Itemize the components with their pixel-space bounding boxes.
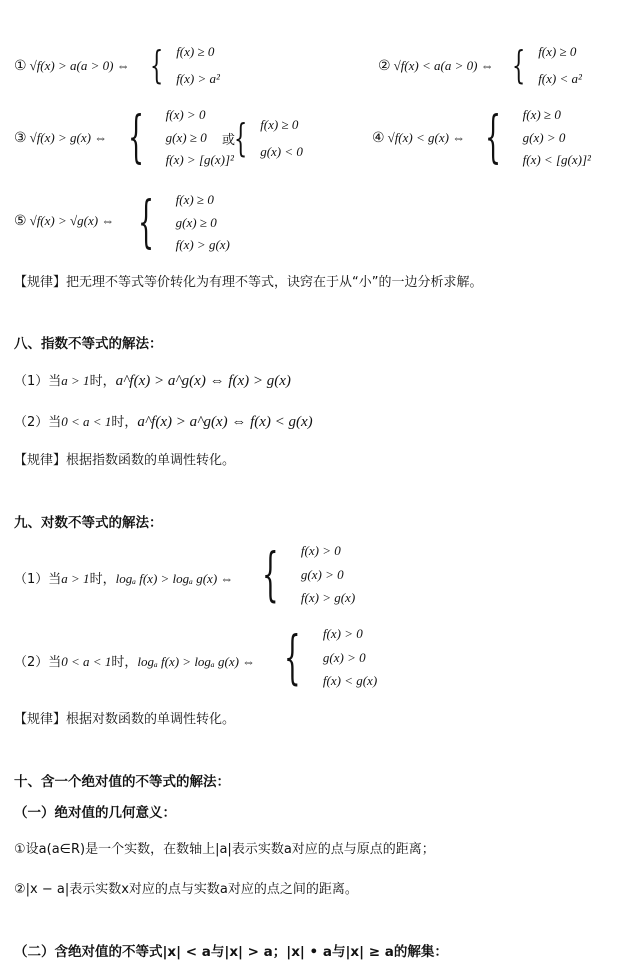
section-8-item-2: （2）当0 < a < 1时，a^f(x) > a^g(x) ⇔ f(x) < g(x) xyxy=(14,414,313,430)
rule-2-number: ② xyxy=(378,58,391,74)
rule-1-cond-2: f(x) > a² xyxy=(176,71,220,86)
rule-3-system: { f(x) > 0 g(x) ≥ 0 f(x) > [g(x)]² xyxy=(128,104,234,170)
section-9-note: 【规律】根据对数函数的单调性转化。 xyxy=(14,712,236,727)
section-10-subtitle-2: （二）含绝对值的不等式|x| < a与|x| > a；|x| • a与|x| ≥ a的解集： xyxy=(14,944,448,960)
rule-1-number: ① xyxy=(14,58,27,74)
section-10-paragraph-2: ②|x − a|表示实数x对应的点与实数a对应的点之间的距离。 xyxy=(14,882,358,897)
rule-3-lhs: √f(x) > g(x) ⇔ xyxy=(29,130,108,145)
rule-5-number: ⑤ xyxy=(14,213,27,229)
rule-3-cond-3: f(x) > [g(x)]² xyxy=(165,152,234,167)
rule-3-alt-system: { f(x) ≥ 0 g(x) < 0 xyxy=(234,116,303,160)
rule-2 xyxy=(378,58,494,74)
section-9-item-1: （1）当a > 1时，logₐ f(x) > logₐ g(x) ⇔ xyxy=(14,571,234,587)
rule-5-lhs: √f(x) > √g(x) ⇔ xyxy=(29,213,115,228)
rule-note-irrational: 【规律】把无理不等式等价转化为有理不等式，诀窍在于从“小”的一边分析求解。 xyxy=(14,275,483,290)
section-10-paragraph-1: ①设a(a∈R)是一个实数，在数轴上|a|表示实数a对应的点与原点的距离； xyxy=(14,842,435,857)
rule-3-alt-cond-2: g(x) < 0 xyxy=(260,144,303,159)
section-9-item-2-system: { f(x) > 0 g(x) > 0 f(x) < g(x) xyxy=(284,623,378,691)
section-9-item-2: （2）当0 < a < 1时，logₐ f(x) > logₐ g(x) ⇔ xyxy=(14,654,256,670)
rule-5-cond-1: f(x) ≥ 0 xyxy=(175,192,214,207)
rule-2-cond-2: f(x) < a² xyxy=(538,71,582,86)
rule-3-cond-1: f(x) > 0 xyxy=(165,107,206,122)
rule-1-system: { f(x) ≥ 0 f(x) > a² xyxy=(150,43,220,87)
rule-2-cond-1: f(x) ≥ 0 xyxy=(538,44,577,59)
rule-4-cond-1: f(x) ≥ 0 xyxy=(522,107,561,122)
rule-3-cond-2: g(x) ≥ 0 xyxy=(165,129,207,145)
rule-5-cond-3: f(x) > g(x) xyxy=(175,237,230,252)
section-8-title: 八、指数不等式的解法： xyxy=(14,336,163,352)
rule-4-lhs: √f(x) < g(x) ⇔ xyxy=(387,130,466,145)
rule-2-lhs: √f(x) < a(a > 0) ⇔ xyxy=(393,58,494,73)
rule-3-alt-cond-1: f(x) ≥ 0 xyxy=(260,117,299,132)
rule-1 xyxy=(14,58,130,74)
section-10-subtitle-1: （一）绝对值的几何意义： xyxy=(14,805,176,821)
section-9-item-1-system: { f(x) > 0 g(x) > 0 f(x) > g(x) xyxy=(262,540,356,608)
rule-1-cond-1: f(x) ≥ 0 xyxy=(176,44,215,59)
rule-5-cond-2: g(x) ≥ 0 xyxy=(175,214,217,230)
section-9-title: 九、对数不等式的解法： xyxy=(14,515,163,531)
section-10-title: 十、含一个绝对值的不等式的解法： xyxy=(14,774,230,790)
rule-4-cond-3: f(x) < [g(x)]² xyxy=(522,152,591,167)
rule-4-cond-2: g(x) > 0 xyxy=(522,129,566,145)
rule-3-number: ③ xyxy=(14,130,27,146)
section-8-note: 【规律】根据指数函数的单调性转化。 xyxy=(14,453,236,468)
rule-4-number: ④ xyxy=(372,130,385,146)
rule-4-system: { f(x) ≥ 0 g(x) > 0 f(x) < [g(x)]² xyxy=(485,104,591,170)
rule-3-or: 或 xyxy=(222,133,236,148)
rule-3 xyxy=(14,130,107,146)
rule-5-system: { f(x) ≥ 0 g(x) ≥ 0 f(x) > g(x) xyxy=(138,189,230,255)
section-8-item-1: （1）当a > 1时，a^f(x) > a^g(x) ⇔ f(x) > g(x) xyxy=(14,373,291,389)
rule-5 xyxy=(14,213,114,229)
rule-4 xyxy=(372,130,465,146)
rule-2-system: { f(x) ≥ 0 f(x) < a² xyxy=(512,43,582,87)
rule-1-lhs: √f(x) > a(a > 0) ⇔ xyxy=(29,58,130,73)
